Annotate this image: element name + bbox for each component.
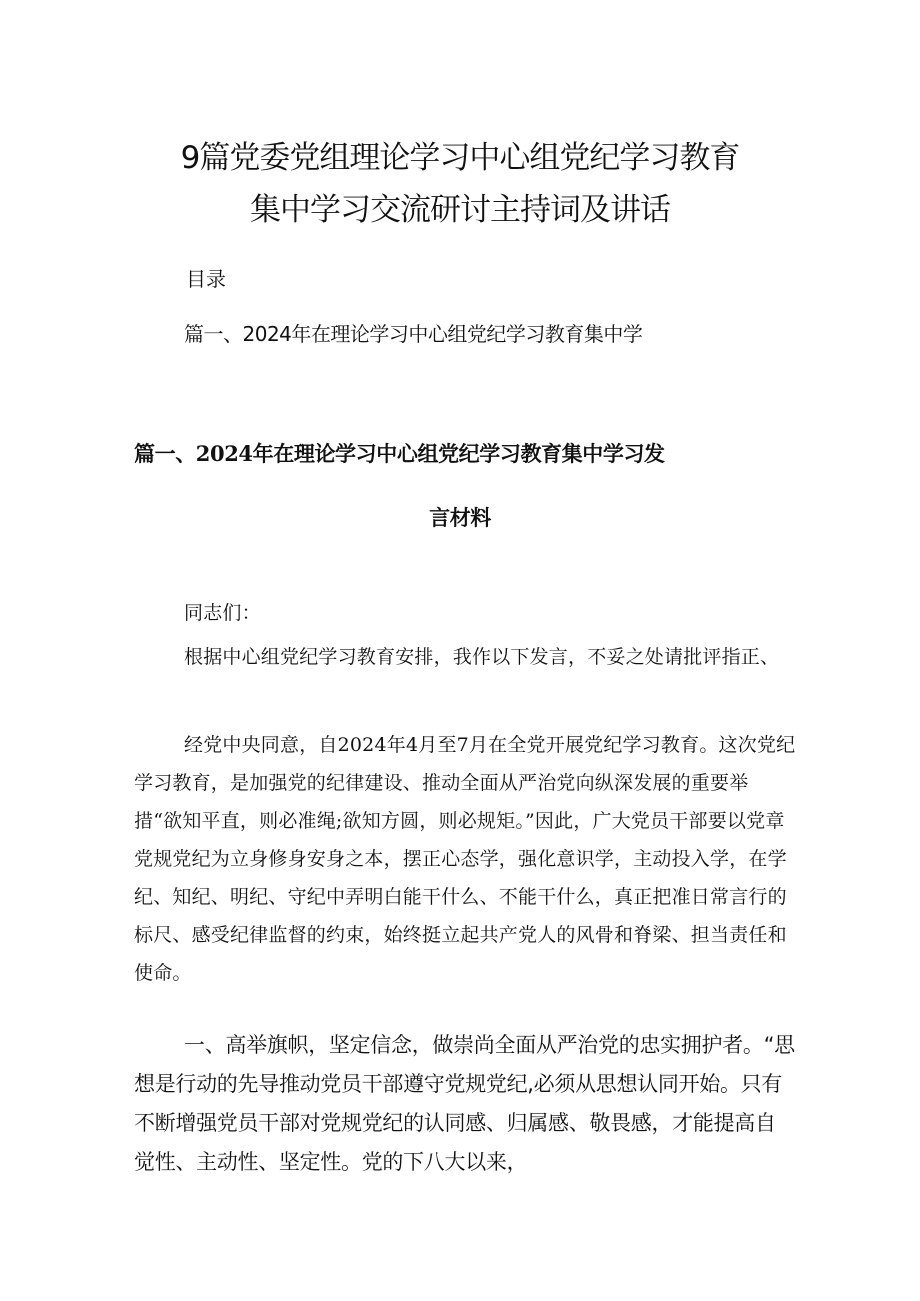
toc-label: 目录 — [186, 267, 226, 291]
body-paragraph: 根据中心组党纪学习教育安排，我作以下发言，不妥之处请批评指正、 — [184, 646, 780, 668]
greeting: 同志们： — [184, 602, 261, 624]
body-paragraph-heading: 一、高举旗帜，坚定信念，做崇尚全面从严治党的忠实拥护者。“思想是行动的先导推动党员干部遵守党规党纪,必须从思想认同开始。只有不断增强党员干部对党规党纪的认同感、归属感、敬畏感，才能提高自觉性、主动性、坚定性。党的下八大以来， — [134, 1033, 795, 1174]
section-title-line-2: 言材料 — [429, 505, 491, 530]
body-paragraph: 经党中央同意，自2024年4月至7月在全党开展党纪学习教育。这次党纪学习教育，是加强党的纪律建设、推动全面从严治党向纵深发展的重要举措“欲知平直，则必准绳;欲知方圆，则必规矩。”因此，广大党员干部要以党章党规党纪为立身修身安身之本，摆正心态学，强化意识学，主动投入学，在学纪、知纪、明纪、守纪中弄明白能干什么、不能干什么，真正把准日常言行的标尺、感受纪律监督的约束，始终挺立起共产党人的风骨和脊梁、担当责任和使命。 — [134, 734, 796, 984]
document-title-line-2: 集中学习交流研讨主持词及讲话 — [250, 192, 670, 228]
toc-entry[interactable]: 篇一、2024年在理论学习中心组党纪学习教育集中学 — [184, 322, 643, 346]
document-title-line-1: 9篇党委党组理论学习中心组党纪学习教育 — [180, 140, 740, 176]
section-title-line-1: 篇一、2024年在理论学习中心组党纪学习教育集中学习发 — [134, 441, 665, 466]
